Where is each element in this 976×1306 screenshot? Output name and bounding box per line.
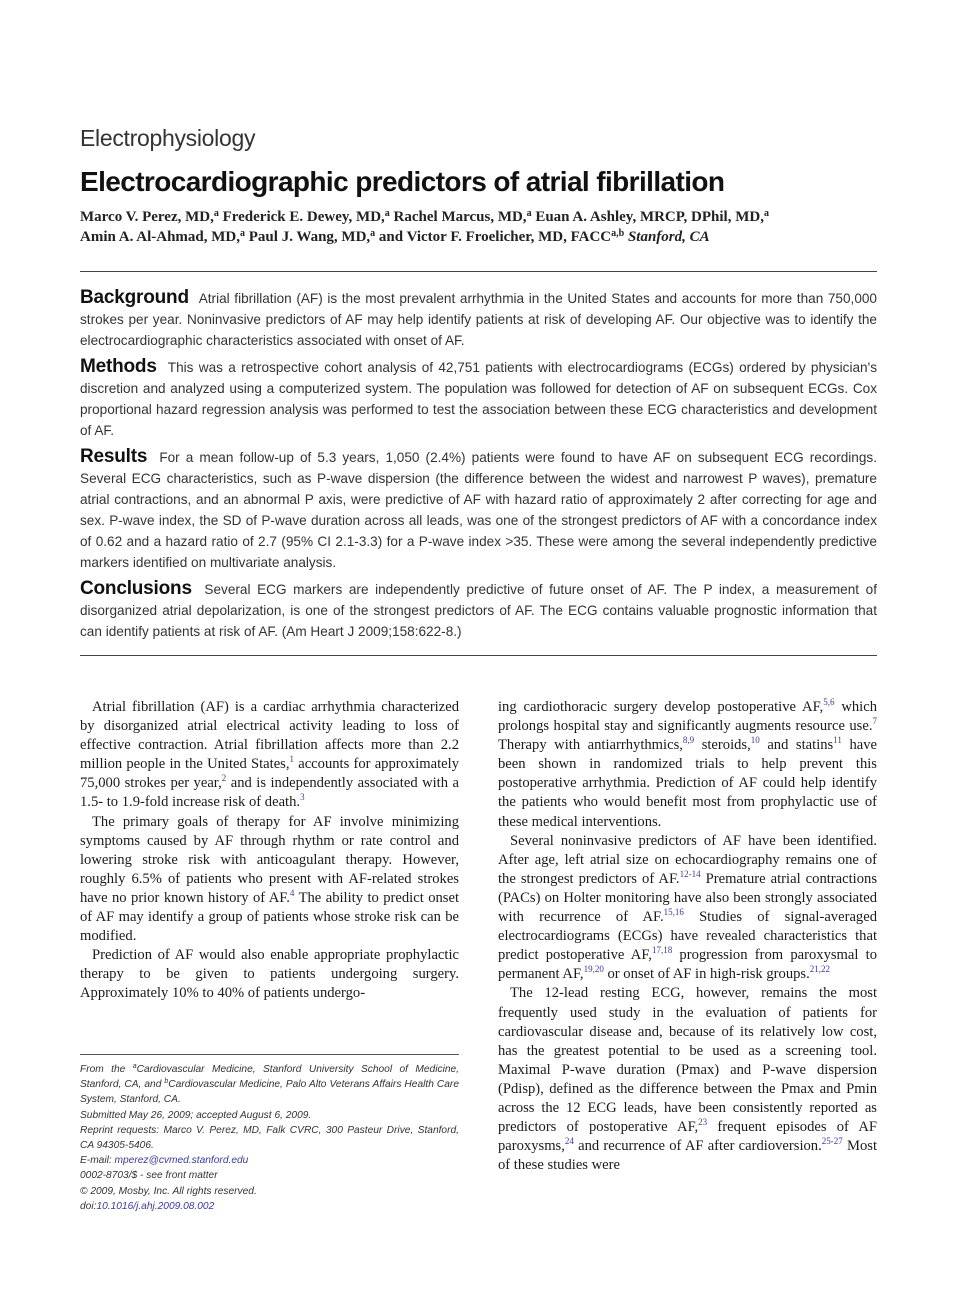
citation-link[interactable]: 11 xyxy=(833,735,842,746)
paragraph-text: The primary goals of therapy for AF involve minimizing symptoms caused by AF through rhythm or rate control and lowering stroke risk with anticoagulant therapy. However, roughly 6.5% of patients who present with AF-related strokes have no prior known history of AF. xyxy=(80,813,459,906)
paragraph-text: have been shown in randomized trials to help prevent this postoperative arrhythmia. Prediction of AF could help identify the patients who would benefit most from prophylactic use of these medical interventions. xyxy=(498,737,878,830)
citation-link[interactable]: 3 xyxy=(300,792,305,803)
author-list xyxy=(80,207,900,247)
paragraph-text: Premature atrial contractions (PACs) on Holter monitoring have also been strongly associated with recurrence of AF. xyxy=(498,870,878,926)
conclusions-text: Several ECG markers are independently predictive of future onset of AF. The P index, a measurement of disorganized atrial depolarization, is one of the strongest predictors of AF. The ECG contains valuable prognostic information that can identify patients at risk of AF. (Am Heart J 2009;158:622-8.) xyxy=(80,582,877,639)
email-link[interactable]: mperez@cvmed.stanford.edu xyxy=(114,1155,249,1167)
affiliation-mark: b xyxy=(164,1078,169,1086)
background-text: Atrial fibrillation (AF) is the most prevalent arrhythmia in the United States and accounts for more than 750,000 strokes per year. Noninvasive predictors of AF may help identify patients at risk of developing AF. Our objective was to identify the electrocardiographic characteristics associated with onset of AF. xyxy=(80,291,877,348)
paragraph-text: which prolongs hospital stay and significantly augments resource use. xyxy=(498,699,877,735)
affiliation-mark: a,b xyxy=(611,228,625,239)
paragraph-text: and statins xyxy=(759,737,834,754)
affiliation-mark: a xyxy=(240,228,246,239)
abstract-methods xyxy=(80,356,877,441)
affiliation-note xyxy=(80,1062,459,1108)
conclusions-heading: Conclusions xyxy=(80,578,192,599)
citation-link[interactable]: 5,6 xyxy=(823,697,835,707)
body-paragraph xyxy=(498,698,877,832)
doi-label: doi: xyxy=(80,1200,97,1212)
body-paragraph xyxy=(80,698,459,813)
author-name: Frederick E. Dewey, MD, xyxy=(222,209,385,225)
author-name: Rachel Marcus, MD, xyxy=(393,209,527,225)
paragraph-text: Several noninvasive predictors of AF have been identified. After age, left atrial size on echocardiography remains one of the strongest predictors of AF. xyxy=(498,832,877,887)
paragraph-text: The 12-lead resting ECG, however, remains the most frequently used study in the evaluation of patients for cardiovascular disease and, because of its relatively low cost, has the greatest potential to be used as a screening tool. Maximal P-wave duration (Pmax) and P-wave dispersion (Pdisp), defined as the difference between the Pmax and Pmin across the 12 ECG leads, have been consistently reported as predictors of postoperative AF, xyxy=(498,985,877,1136)
author-location: Stanford, CA xyxy=(627,229,710,245)
author-name: Amin A. Al-Ahmad, MD, xyxy=(80,229,241,245)
results-text: For a mean follow-up of 5.3 years, 1,050 (2.4%) patients were found to have AF on subsequent ECG recordings. Several ECG characteristics, such as P-wave dispersion (the difference between the widest and narrowest P waves), premature atrial contractions, and an abnormal P axis, were predictive of AF with hazard ratio of approximately 2 after correcting for age and sex. P-wave index, the SD of P-wave duration across all leads, was one of the strongest predictors of AF with a concordance index of 0.62 and a hazard ratio of 2.7 (95% CI 2.1-3.3) for a P-wave index >35. These were among the several independently predictive markers identified on multivariate analysis. xyxy=(80,450,877,570)
footnote-text: Cardiovascular Medicine, Palo Alto Veterans Affairs Health Care System, Stanford, CA. xyxy=(80,1079,459,1106)
paragraph-text: accounts for approximately 75,000 strokes per year, xyxy=(80,756,460,792)
author-name: and Victor F. Froelicher, MD, FACC xyxy=(378,229,612,245)
citation-link[interactable]: 21,22 xyxy=(809,964,831,975)
citation-link[interactable]: 15,16 xyxy=(663,907,684,918)
affiliation-mark: a xyxy=(763,208,769,219)
paragraph-text: frequent episodes of AF paroxysms, xyxy=(498,1119,877,1155)
paragraph-text: and recurrence of AF after cardioversion. xyxy=(573,1138,822,1155)
abstract-background xyxy=(80,287,877,351)
body-paragraph xyxy=(80,946,459,1003)
affiliation-mark: a xyxy=(526,208,532,219)
citation-link[interactable]: 17,18 xyxy=(651,945,673,956)
paragraph-text: Atrial fibrillation (AF) is a cardiac arrhythmia characterized by disorganized atrial electrical activity leading to loss of effective contraction. Atrial fibrillation affects more than 2.2 million people in the United States, xyxy=(80,699,459,773)
affiliation-mark: a xyxy=(213,208,219,219)
paragraph-text: Prediction of AF would also enable appropriate prophylactic therapy to be given to patients undergoing surgery. Approximately 10% to 40% of patients undergo- xyxy=(80,947,459,1002)
citation-link[interactable]: 2 xyxy=(221,773,227,784)
affiliation-mark: a xyxy=(370,228,376,239)
paragraph-text: progression from paroxysmal to permanent AF, xyxy=(498,947,878,983)
section-label: Electrophysiology xyxy=(80,125,256,151)
citation-link[interactable]: 12-14 xyxy=(679,868,701,879)
paragraph-text: steroids, xyxy=(694,737,751,754)
doi-link[interactable]: 10.1016/j.ahj.2009.08.002 xyxy=(96,1200,215,1212)
citation-link[interactable]: 24 xyxy=(564,1136,574,1147)
email-line xyxy=(80,1153,459,1168)
author-name: Marco V. Perez, MD, xyxy=(80,209,214,225)
body-column-right xyxy=(498,698,877,1175)
affiliation-mark: a xyxy=(132,1063,137,1070)
paragraph-text: Therapy with antiarrhythmics, xyxy=(498,737,683,754)
abstract-results xyxy=(80,446,877,573)
abstract xyxy=(80,287,877,647)
footnotes xyxy=(80,1062,459,1214)
paragraph-text: Studies of signal-averaged electrocardiograms (ECGs) have revealed characteristics that predict postoperative AF, xyxy=(498,909,877,964)
article-title: Electrocardiographic predictors of atrial fibrillation xyxy=(80,166,725,197)
paragraph-text: The ability to predict onset of AF may identify a group of patients whose stroke risk can be modified. xyxy=(80,889,459,945)
paragraph-text: ing cardiothoracic surgery develop postoperative AF, xyxy=(498,699,824,715)
citation-link[interactable]: 7 xyxy=(872,716,877,727)
body-paragraph xyxy=(498,832,877,985)
footnote-text: From the xyxy=(80,1064,133,1075)
abstract-divider xyxy=(80,655,877,656)
abstract-conclusions xyxy=(80,578,877,642)
author-name: Paul J. Wang, MD, xyxy=(248,229,371,245)
body-paragraph xyxy=(80,813,459,947)
citation-link[interactable]: 23 xyxy=(698,1117,708,1128)
copyright-line: © 2009, Mosby, Inc. All rights reserved. xyxy=(80,1185,257,1197)
citation-link[interactable]: 8,9 xyxy=(682,735,695,746)
citation-link[interactable]: 19,20 xyxy=(583,964,604,975)
citation-link[interactable]: 1 xyxy=(289,754,295,765)
email-label: E-mail: xyxy=(80,1155,115,1167)
footnote-divider xyxy=(80,1054,459,1055)
body-paragraph xyxy=(498,984,877,1175)
background-heading: Background xyxy=(80,287,189,308)
author-name: Euan A. Ashley, MRCP, DPhil, MD, xyxy=(535,209,764,225)
paragraph-text: or onset of AF in high-risk groups. xyxy=(603,966,810,983)
body-column-left xyxy=(80,698,459,1004)
citation-link[interactable]: 10 xyxy=(750,735,760,746)
methods-text: This was a retrospective cohort analysis of 42,751 patients with electrocardiograms (ECGs) ordered by physician's discretion and analyzed using a computerized system. The population was followed for detection of AF on subsequent ECGs. Cox proportional hazard regression analysis was performed to test the association between these ECG characteristics and development of AF. xyxy=(80,360,877,438)
affiliation-mark: a xyxy=(384,208,390,219)
top-divider xyxy=(80,271,877,272)
submission-dates: Submitted May 26, 2009; accepted August 6, 2009. xyxy=(80,1109,312,1121)
citation-link[interactable]: 25-27 xyxy=(821,1136,843,1147)
issn-line: 0002-8703/$ - see front matter xyxy=(80,1170,218,1182)
methods-heading: Methods xyxy=(80,356,157,377)
paragraph-text: and is independently associated with a 1.5- to 1.9-fold increase risk of death. xyxy=(80,775,459,811)
citation-link[interactable]: 4 xyxy=(289,887,295,898)
paragraph-text: Most of these studies were xyxy=(498,1138,877,1174)
doi-line xyxy=(80,1199,459,1214)
results-heading: Results xyxy=(80,446,148,467)
footnote-text: Cardiovascular Medicine, Stanford University School of Medicine, Stanford, CA, and xyxy=(80,1064,459,1091)
reprint-requests: Reprint requests: Marco V. Perez, MD, Falk CVRC, 300 Pasteur Drive, Stanford, CA 94305-5406. xyxy=(80,1124,459,1152)
